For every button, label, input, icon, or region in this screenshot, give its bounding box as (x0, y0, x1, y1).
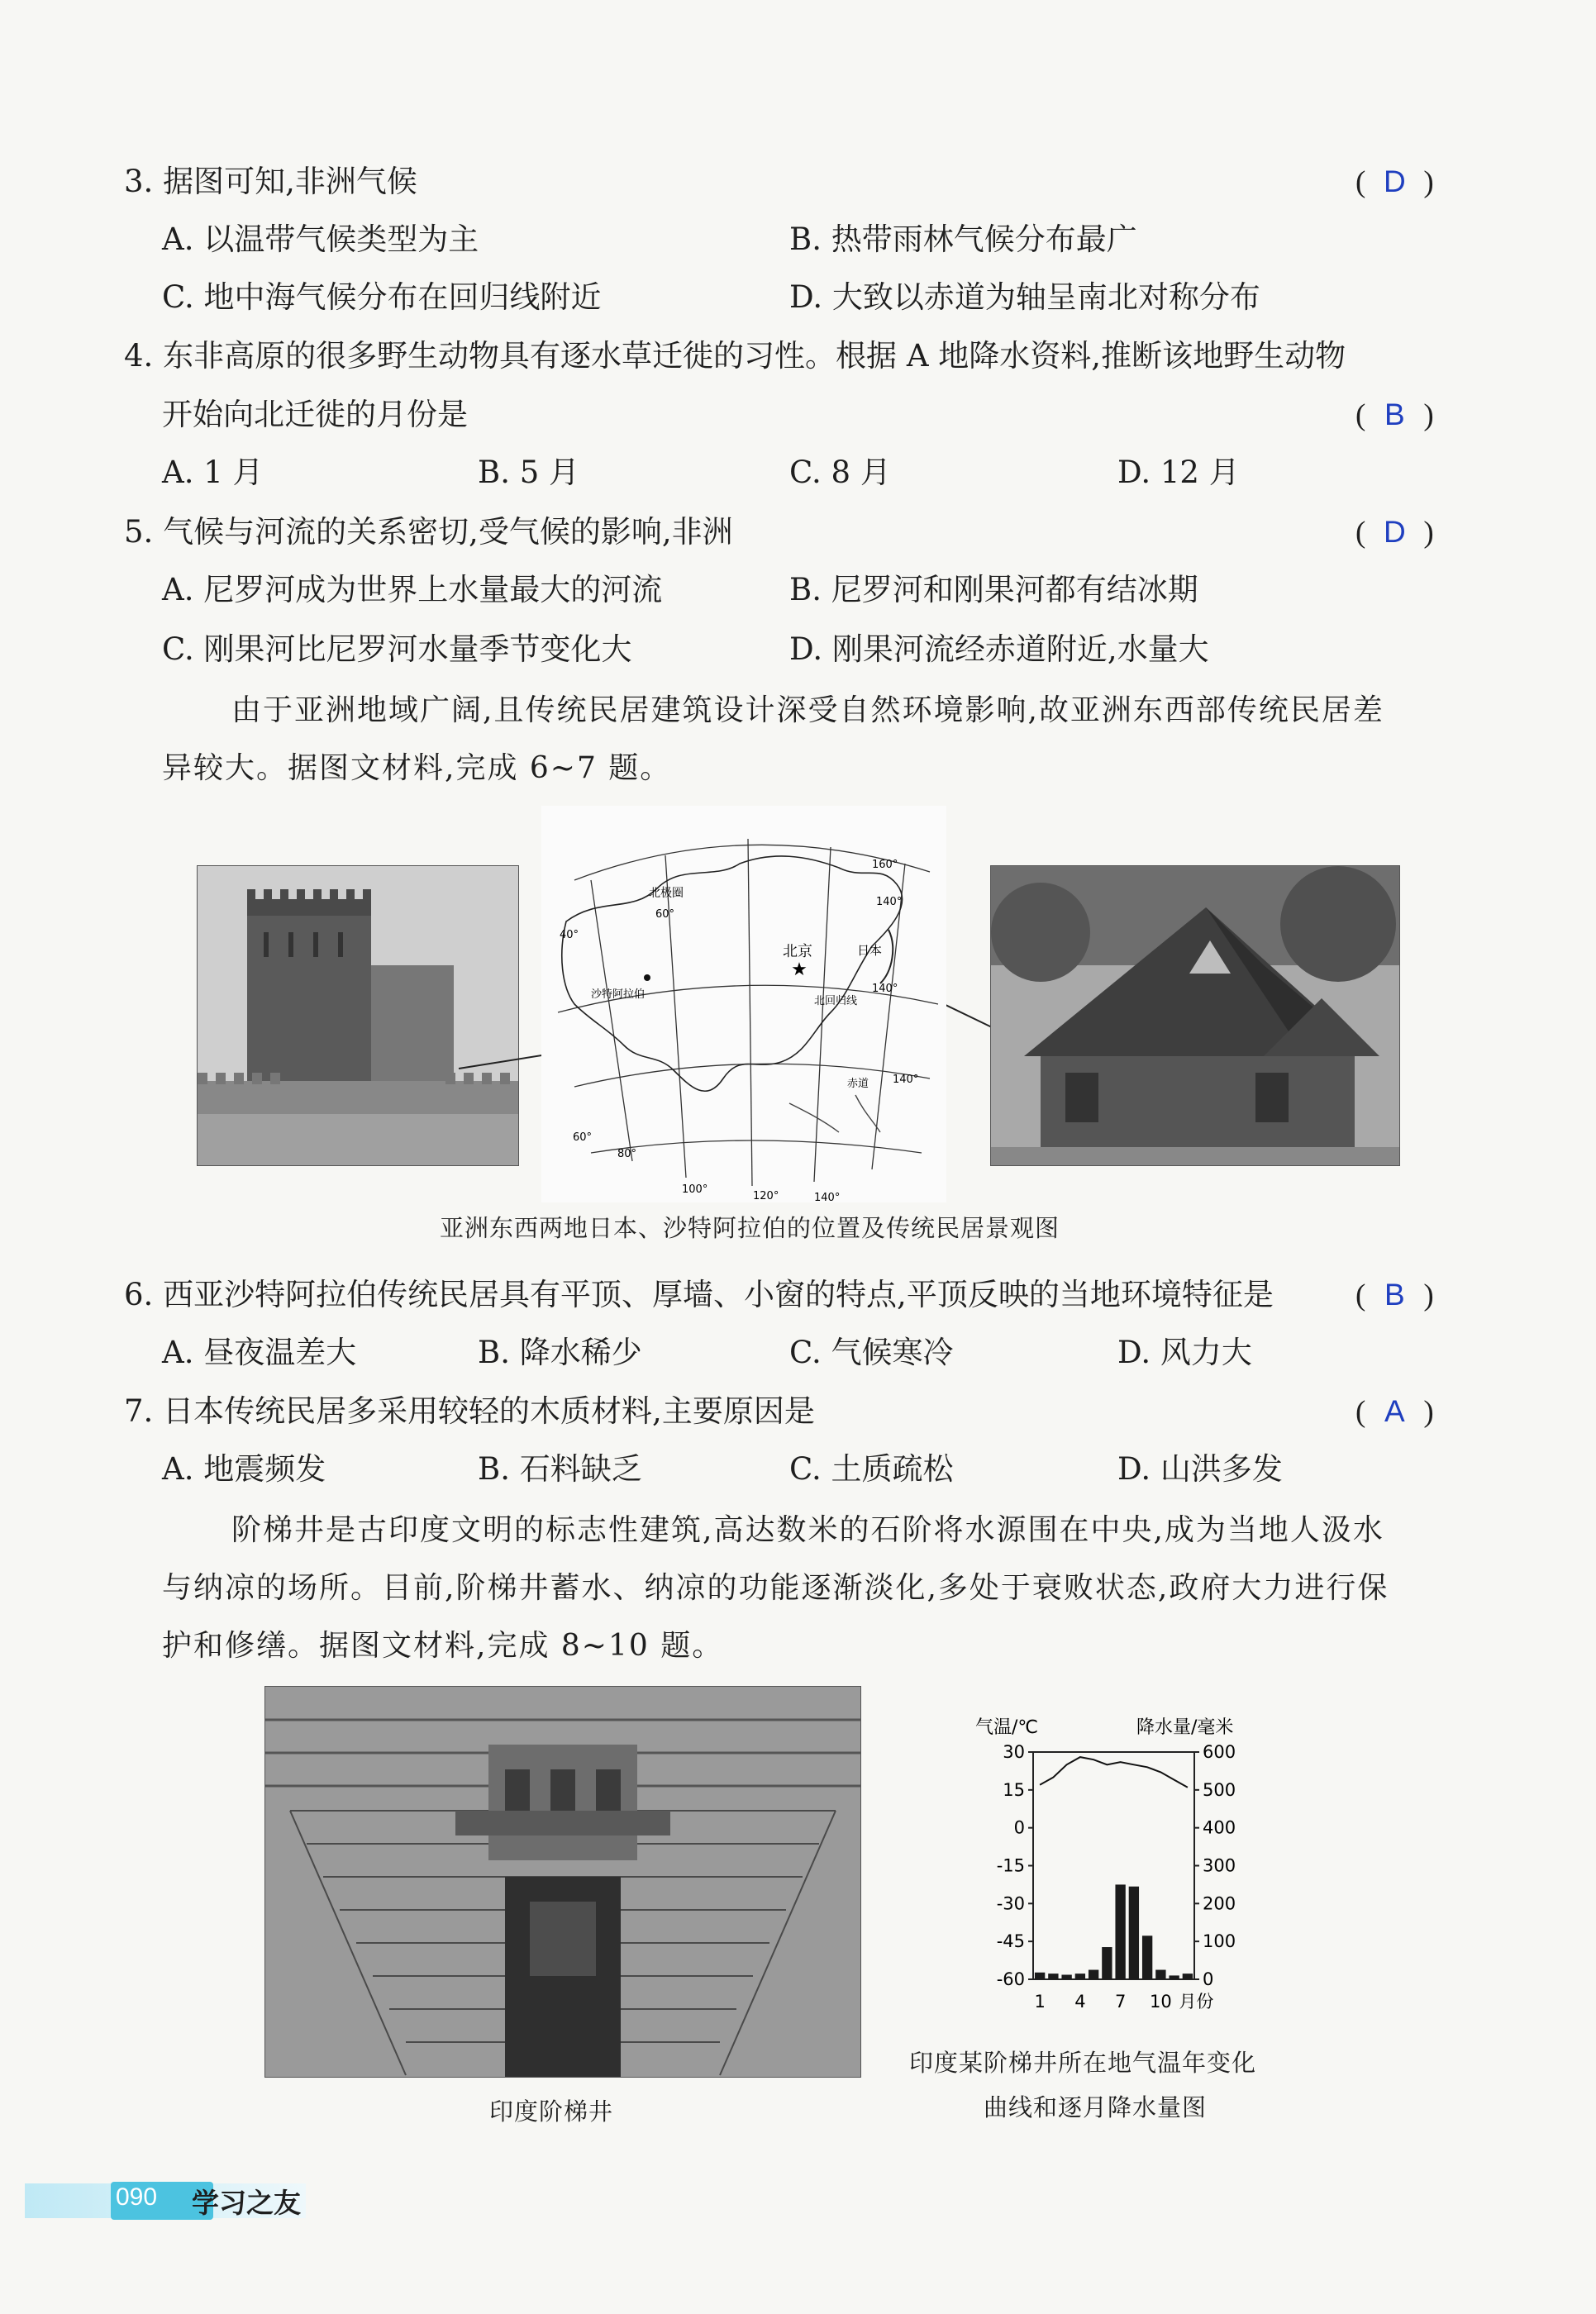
chart-caption-line2: 曲线和逐月降水量图 (984, 2093, 1208, 2121)
q6-option-c: C. 气候寒冷 (789, 1335, 954, 1370)
label-lon140d: 140° (893, 1074, 919, 1086)
q4-stem-line2: 开始向北迁徙的月份是 (162, 397, 468, 432)
material1-line2: 异较大。据图文材料,完成 6~7 题。 (162, 751, 672, 785)
precip-bar-month-10 (1155, 1970, 1165, 1979)
label-lon80: 80° (617, 1148, 637, 1160)
label-saudi: 沙特阿拉伯 (591, 988, 646, 1001)
label-lon140b: 140° (876, 896, 903, 908)
stepwell-caption: 印度阶梯井 (489, 2097, 614, 2126)
stepwell-photo (264, 1686, 861, 2078)
label-lon100: 100° (682, 1183, 708, 1196)
y-left-tick-label: -15 (996, 1855, 1025, 1876)
x-tick-label: 7 (1114, 1992, 1127, 2012)
temperature-curve (1040, 1757, 1188, 1788)
y-left-label: 气温/℃ (975, 1717, 1039, 1738)
q6-option-b: B. 降水稀少 (478, 1335, 642, 1370)
q4-answer: B (1384, 398, 1405, 431)
q7-option-d: D. 山洪多发 (1117, 1451, 1283, 1487)
precip-bar-month-6 (1102, 1947, 1112, 1979)
q6-option-a: A. 昼夜温差大 (162, 1335, 357, 1370)
y-left-tick-label: -60 (996, 1969, 1025, 1989)
q7-option-b: B. 石料缺乏 (478, 1451, 642, 1487)
q3-option-a: A. 以温带气候类型为主 (162, 221, 479, 257)
x-tick-label: 4 (1074, 1992, 1086, 2012)
q3-option-b: B. 热带雨林气候分布最广 (789, 221, 1137, 257)
y-right-tick-label: 600 (1203, 1742, 1236, 1762)
y-right-tick-label: 400 (1203, 1817, 1236, 1838)
chart-caption-line1: 印度某阶梯井所在地气温年变化 (909, 2049, 1257, 2077)
q5-stem: 5. 气候与河流的关系密切,受气候的影响,非洲 (124, 514, 733, 550)
material1-line1: 由于亚洲地域广阔,且传统民居建筑设计深受自然环境影响,故亚洲东西部传统民居差 (231, 693, 1384, 727)
q3-answer: D (1383, 164, 1406, 198)
q5-answer-box: ( D ) (1355, 512, 1434, 553)
page-number: 090 (116, 2183, 158, 2211)
q6-stem: 6. 西亚沙特阿拉伯传统民居具有平顶、厚墙、小窗的特点,平顶反映的当地环境特征是 (124, 1277, 1274, 1312)
precip-bar-month-1 (1035, 1973, 1045, 1979)
q3-option-c: C. 地中海气候分布在回归线附近 (162, 279, 602, 315)
x-unit-label: 月份 (1179, 1992, 1214, 2012)
q3-answer-box: ( D ) (1355, 162, 1434, 202)
svg-text:★: ★ (791, 959, 808, 980)
label-lon160: 160° (872, 859, 898, 871)
precip-bar-month-3 (1061, 1975, 1071, 1980)
q7-option-c: C. 土质疏松 (789, 1451, 954, 1487)
asia-map (541, 806, 946, 1202)
q4-option-d: D. 12 月 (1117, 455, 1240, 490)
y-left-tick-label: 30 (1003, 1742, 1025, 1762)
q5-option-d: D. 刚果河流经赤道附近,水量大 (789, 631, 1209, 667)
q6-option-d: D. 风力大 (1117, 1335, 1252, 1370)
footer-bar (25, 2177, 306, 2223)
q4-answer-box: ( B ) (1355, 395, 1434, 436)
y-right-label: 降水量/毫米 (1136, 1717, 1234, 1738)
y-right-tick-label: 0 (1203, 1969, 1214, 1989)
label-lon120: 120° (753, 1190, 779, 1202)
q7-option-a: A. 地震频发 (162, 1451, 326, 1487)
q4-option-b: B. 5 月 (478, 455, 580, 490)
q4-option-a: A. 1 月 (162, 455, 264, 490)
precip-bar-month-9 (1142, 1935, 1152, 1979)
plot-frame (1033, 1752, 1194, 1979)
q5-option-a: A. 尼罗河成为世界上水量最大的河流 (162, 572, 663, 607)
material2-line1: 阶梯井是古印度文明的标志性建筑,高达数米的石阶将水源围在中央,成为当地人汲水 (231, 1513, 1384, 1547)
y-right-tick-label: 300 (1203, 1855, 1236, 1876)
figure1-caption: 亚洲东西两地日本、沙特阿拉伯的位置及传统民居景观图 (440, 1214, 1060, 1242)
q7-answer-box: ( A ) (1355, 1392, 1434, 1432)
y-right-tick-label: 500 (1203, 1779, 1236, 1800)
material2-line3: 护和修缮。据图文材料,完成 8~10 题。 (162, 1629, 724, 1663)
label-tropic: 北回归线 (814, 995, 858, 1007)
material2-line2: 与纳凉的场所。目前,阶梯井蓄水、纳凉的功能逐渐淡化,多处于衰败状态,政府大力进行保 (162, 1571, 1389, 1605)
footer-title: 学习之友 (192, 2187, 301, 2219)
precip-bar-month-12 (1183, 1974, 1193, 1979)
y-right-tick-label: 200 (1203, 1893, 1236, 1914)
precip-bar-month-7 (1115, 1884, 1125, 1979)
y-left-tick-label: -45 (996, 1931, 1025, 1952)
q6-answer: B (1384, 1278, 1405, 1312)
label-lon140c: 140° (872, 983, 898, 995)
y-left-tick-label: -30 (996, 1893, 1025, 1914)
x-tick-label: 1 (1034, 1992, 1046, 2012)
label-lat60: 60° (655, 908, 675, 921)
label-lon40: 40° (560, 929, 579, 941)
q6-answer-box: ( B ) (1355, 1275, 1434, 1316)
japan-house-photo (990, 865, 1400, 1166)
label-japan: 日本 (857, 943, 883, 958)
precip-bar-month-8 (1129, 1887, 1139, 1979)
y-right-tick-label: 100 (1203, 1931, 1236, 1952)
q5-option-c: C. 刚果河比尼罗河水量季节变化大 (162, 631, 632, 667)
climate-chart (967, 1715, 1273, 2045)
q4-option-c: C. 8 月 (789, 455, 891, 490)
q7-answer: A (1384, 1394, 1405, 1428)
label-arctic: 北极圈 (649, 887, 684, 900)
q3-stem: 3. 据图可知,非洲气候 (124, 164, 417, 199)
precip-bar-month-5 (1089, 1970, 1098, 1979)
x-tick-label: 10 (1150, 1992, 1172, 2012)
precip-bar-month-11 (1169, 1975, 1179, 1979)
y-left-tick-label: 15 (1003, 1779, 1025, 1800)
q3-option-d: D. 大致以赤道为轴呈南北对称分布 (789, 279, 1260, 315)
label-lon60: 60° (573, 1131, 593, 1144)
label-equator: 赤道 (847, 1078, 869, 1090)
q5-answer: D (1383, 515, 1406, 549)
label-lon140a: 140° (814, 1192, 841, 1202)
precip-bar-month-4 (1075, 1974, 1085, 1979)
q7-stem: 7. 日本传统民居多采用较轻的木质材料,主要原因是 (124, 1393, 815, 1429)
precip-bar-month-2 (1048, 1974, 1058, 1979)
q5-option-b: B. 尼罗河和刚果河都有结冰期 (789, 572, 1198, 607)
label-beijing: 北京 (783, 943, 812, 960)
q4-stem-line1: 4. 东非高原的很多野生动物具有逐水草迁徙的习性。根据 A 地降水资料,推断该地野生动物 (124, 338, 1346, 374)
y-left-tick-label: 0 (1013, 1817, 1025, 1838)
